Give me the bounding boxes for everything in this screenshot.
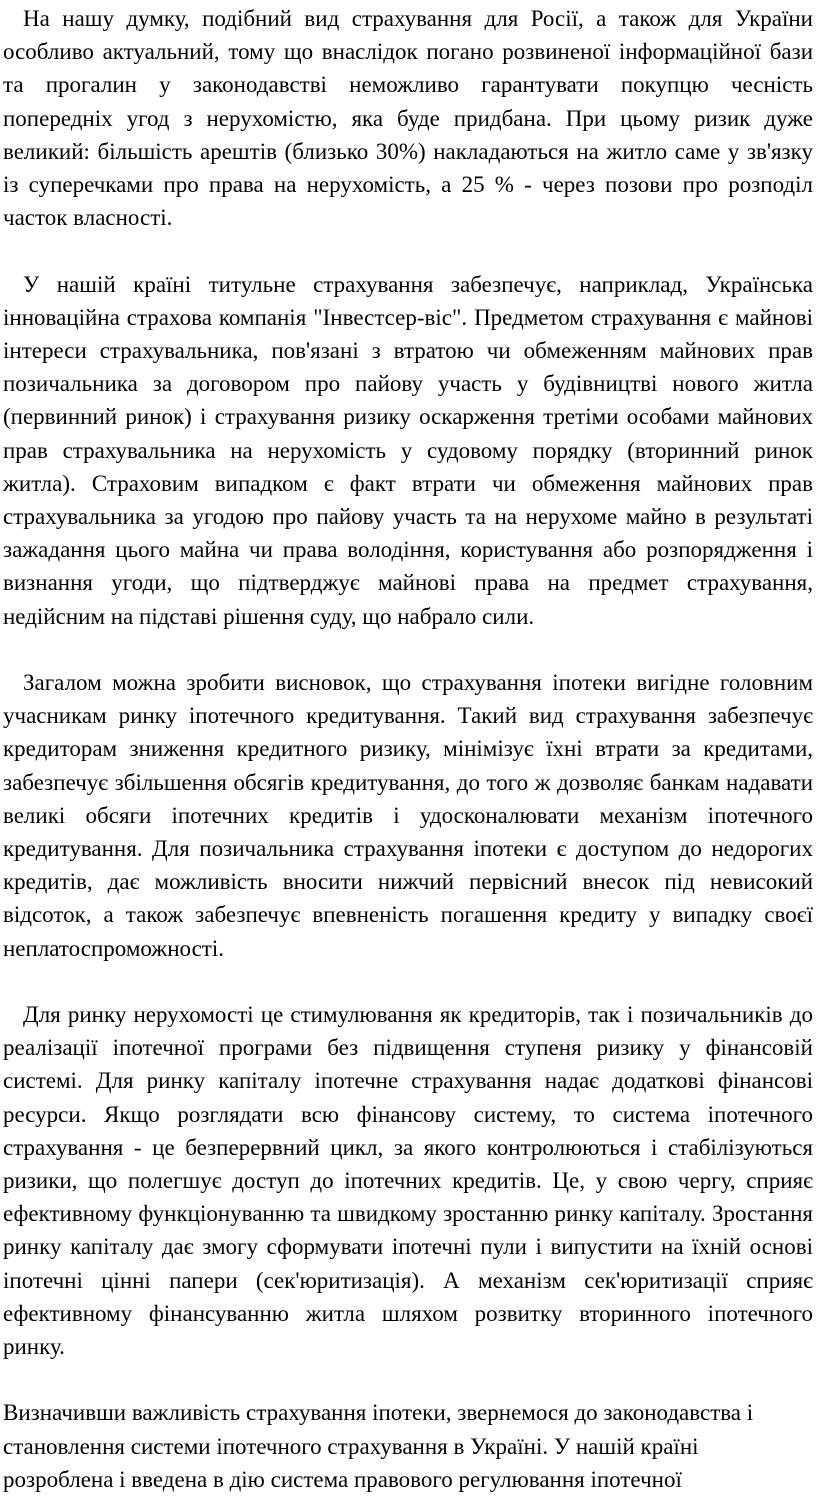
paragraph-ukraine-title-insurance: У нашій країні титульне страхування забезпечує, наприклад, Українська інноваційна страхова компанія "Інвестсер-віс". Предметом страхування є майнові інтереси страхувальника, пов'язані з втратою чи обмеженням майнових прав позичальника за договором про пайову участь у будівництві нового житла (первинний ринок) і страхування ризику оскарження третіми особами майнових прав страхувальника на нерухомість у судовому порядку (вторинний ринок житла). Страховим випадком є факт втрати чи обмеження майнових прав страхувальника за угодою про пайову участь та на нерухоме майно в результаті зажадання цього майна чи права володіння, користування або розпорядження і визнання угоди, що підтверджує майнові права на предмет страхування, недійсним на підставі рішення суду, що набрало сили. (3, 271, 813, 629)
paragraph-title-insurance-relevance: На нашу думку, подібний вид страхування для Росії, а також для України особливо актуальний, тому що внаслідок погано розвиненої інформаційної бази та прогалин у законодавстві неможливо гарантувати покупцю чесність попередніх угод з нерухомістю, яка буде придбана. При цьому ризик дуже великий: більшість арештів (близько 30%) накладаються на житло саме у зв'язку із суперечками про права на нерухомість, а 25 % - через позови про розподіл часток власності. (3, 6, 813, 231)
paragraph-legislation: Визначивши важливість страхування іпотеки, звернемося до законодавства і становлення системи іпотечного страхування в Україні. У нашій країні розроблена і введена в дію система правового регулювання іпотечної (3, 1400, 754, 1492)
paragraph-real-estate-market: Для ринку нерухомості це стимулювання як кредиторів, так і позичальників до реалізації іпотечної програми без підвищення ступеня ризику у фінансовій системі. Для ринку капіталу іпотечне страхування надає додаткові фінансові ресурси. Якщо розглядати всю фінансову систему, то система іпотечного страхування - це безперервний цикл, за якого контролюються і стабілізуються ризики, що полегшує доступ до іпотечних кредитів. Це, у свою чергу, сприяє ефективному функціонуванню та швидкому зростанню ринку капіталу. Зростання ринку капіталу дає змогу сформувати іпотечні пули і випустити на їхній основі іпотечні цінні папери (сек'юритизація). А механізм сек'юритизації сприяє ефективному фінансуванню житла шляхом розвитку вторинного іпотечного ринку. (3, 1002, 813, 1360)
paragraph-mortgage-insurance-benefits: Загалом можна зробити висновок, що страхування іпотеки вигідне головним учасникам ринку іпотечного кредитування. Такий вид страхування забезпечує кредиторам зниження кредитного ризику, мінімізує їхні втрати за кредитами, забезпечує збільшення обсягів кредитування, до того ж дозволяє банкам надавати великі обсяги іпотечних кредитів і удосконалювати механізм іпотечного кредитування. Для позичальника страхування іпотеки є доступом до недорогих кредитів, дає можливість вносити нижчий первісний внесок під невисокий відсоток, а також забезпечує впевненість погашення кредиту у випадку своєї неплатоспроможності. (3, 670, 813, 961)
